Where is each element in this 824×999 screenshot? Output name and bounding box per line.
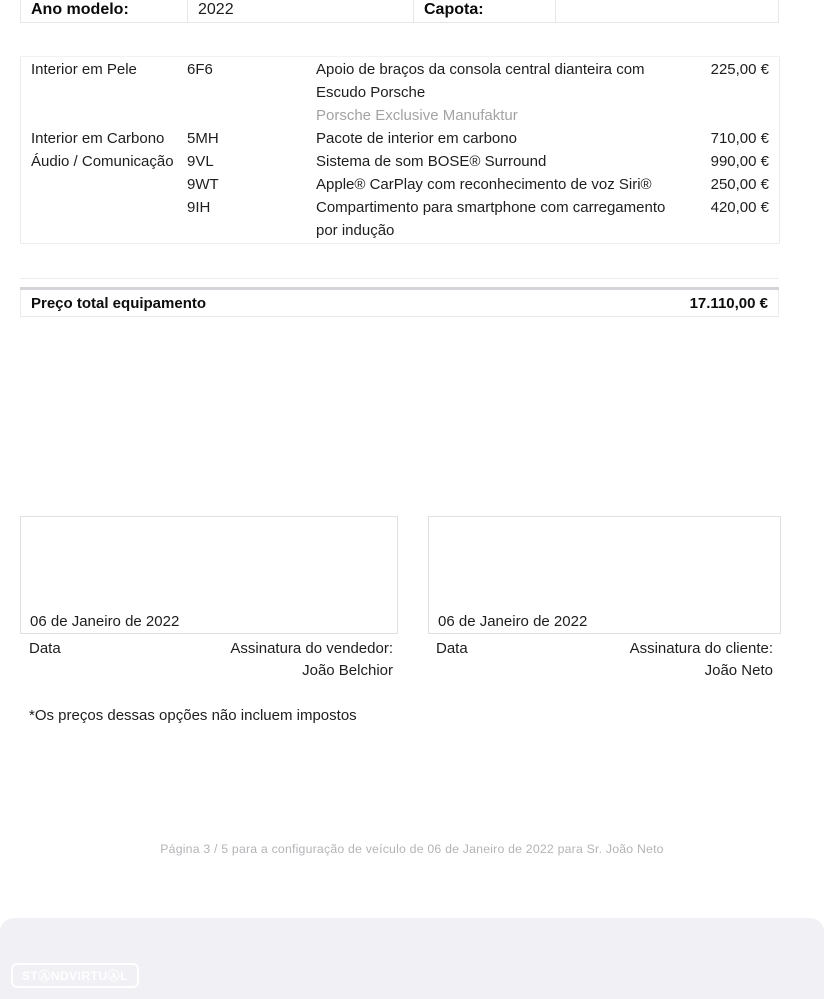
option-code: 5MH <box>187 130 219 147</box>
option-category: Interior em Pele <box>31 61 137 78</box>
page-footer: Página 3 / 5 para a configuração de veículo de 06 de Janeiro de 2022 para Sr. João Neto <box>160 842 664 856</box>
option-code: 6F6 <box>187 61 213 78</box>
vehicle-info-table <box>20 0 779 23</box>
option-description-line: Pacote de interior em carbono <box>316 130 517 147</box>
option-row <box>21 127 779 150</box>
model-year-label: Ano modelo: <box>21 0 188 22</box>
seller-signature-box <box>20 516 398 634</box>
standvirtual-watermark-logo <box>11 963 139 988</box>
option-description-line: Escudo Porsche <box>316 84 426 101</box>
option-description <box>316 150 669 173</box>
option-row <box>21 173 779 196</box>
seller-signature-date: 06 de Janeiro de 2022 <box>30 613 180 630</box>
option-code: 9WT <box>187 176 219 193</box>
option-description-line: Compartimento para smartphone com carregamento <box>316 199 666 216</box>
capota-label: Capota: <box>414 0 556 22</box>
total-value: 17.110,00 € <box>689 294 768 312</box>
option-description <box>316 127 669 150</box>
standvirtual-watermark-text: STⒶNDVIRTUⒶL <box>22 969 128 983</box>
option-row <box>21 58 779 127</box>
option-price: 710,00 € <box>710 130 769 147</box>
option-row <box>21 196 779 242</box>
client-signature-date: 06 de Janeiro de 2022 <box>438 613 588 630</box>
option-description-line: por indução <box>316 222 395 239</box>
seller-date-label: Data <box>29 640 61 657</box>
option-description-line: Apple® CarPlay com reconhecimento de voz Siri® <box>316 176 652 193</box>
option-category <box>21 173 187 196</box>
option-price: 250,00 € <box>710 176 769 193</box>
seller-signature-caption <box>29 640 393 657</box>
divider-thin <box>20 278 779 279</box>
capota-value <box>556 0 778 22</box>
seller-signature-label: Assinatura do vendedor: <box>230 640 393 657</box>
option-price: 420,00 € <box>710 199 769 216</box>
client-signature-caption <box>436 640 773 657</box>
option-code: 9VL <box>187 153 214 170</box>
option-category <box>21 196 187 242</box>
option-note: Porsche Exclusive Manufaktur <box>316 107 518 124</box>
tax-footnote: *Os preços dessas opções não incluem impostos <box>29 707 357 724</box>
option-price: 990,00 € <box>710 153 769 170</box>
option-row <box>21 150 779 173</box>
option-category: Áudio / Comunicação <box>31 153 174 170</box>
option-description-line: Apoio de braços da consola central dianteira com <box>316 61 645 78</box>
option-description-line: Sistema de som BOSE® Surround <box>316 153 547 170</box>
client-signature-box <box>428 516 781 634</box>
total-label: Preço total equipamento <box>31 294 207 312</box>
client-name: João Neto <box>704 662 773 679</box>
option-description <box>316 58 669 127</box>
option-code: 9IH <box>187 199 211 216</box>
option-category: Interior em Carbono <box>31 130 165 147</box>
equipment-total-row <box>20 290 779 317</box>
client-date-label: Data <box>436 640 468 657</box>
client-signature-label: Assinatura do cliente: <box>629 640 773 657</box>
equipment-options-table <box>20 56 780 244</box>
option-description <box>316 196 669 242</box>
model-year-value: 2022 <box>188 0 414 22</box>
option-description <box>316 173 669 196</box>
option-price: 225,00 € <box>710 61 769 78</box>
seller-name: João Belchior <box>302 662 393 679</box>
